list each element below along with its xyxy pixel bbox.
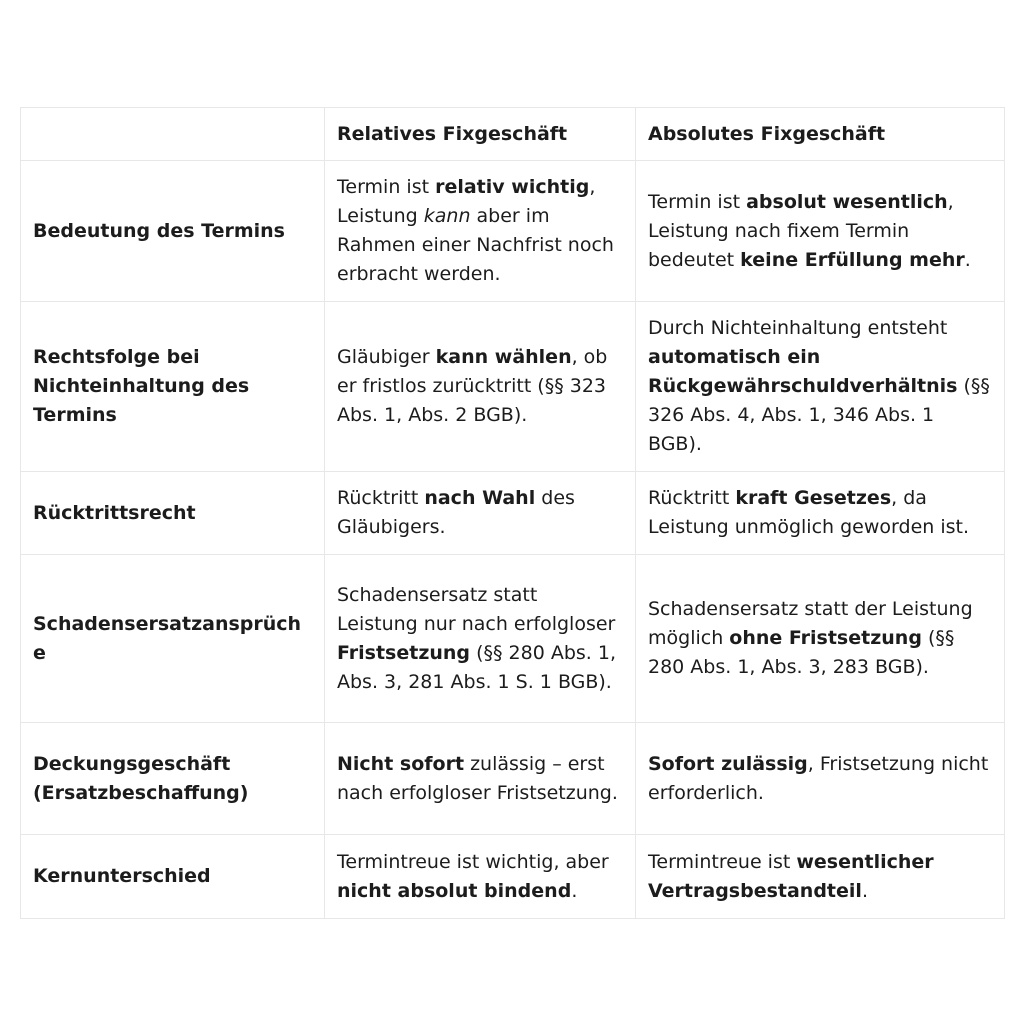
text-segment: zulässig – erst nach erfolgloser Fristsetzung.	[337, 752, 618, 804]
table-row	[21, 723, 1005, 835]
comparison-table	[20, 107, 1005, 919]
row-label: Deckungsgeschäft (Ersatzbeschaffung)	[21, 723, 325, 835]
absolutes-cell	[636, 835, 1005, 919]
text-segment: , Leistung nach fixem Termin bedeutet	[648, 190, 954, 271]
row-label: Bedeutung des Termins	[21, 161, 325, 302]
text-segment: kraft Gesetzes	[735, 487, 892, 509]
text-segment: , da Leistung unmöglich geworden ist.	[648, 487, 970, 538]
text-segment: (§§ 280 Abs. 1, Abs. 3, 281 Abs. 1 S. 1 BGB).	[337, 641, 616, 693]
row-label: Rechtsfolge bei Nichteinhaltung des Termins	[21, 302, 325, 472]
relatives-cell	[325, 302, 636, 472]
text-segment: , Fristsetzung nicht erforderlich.	[648, 752, 989, 804]
comparison-table-container	[20, 107, 1004, 919]
text-segment: (§§ 280 Abs. 1, Abs. 3, 283 BGB).	[648, 627, 955, 678]
text-segment: Gläubiger	[337, 346, 436, 368]
text-segment: keine Erfüllung mehr	[740, 248, 965, 271]
row-label: Kernunterschied	[21, 835, 325, 919]
header-row	[21, 108, 1005, 161]
header-relatives-fixgeschaeft: Relatives Fixgeschäft	[325, 108, 636, 161]
text-segment: , Leistung	[337, 176, 596, 227]
relatives-cell	[325, 161, 636, 302]
relatives-cell	[325, 723, 636, 835]
text-segment: Rücktritt	[337, 487, 425, 509]
text-segment: automatisch ein Rückgewährschuldverhältnis	[648, 346, 958, 397]
text-segment: (§§ 326 Abs. 4, Abs. 1, 346 Abs. 1 BGB).	[648, 375, 990, 455]
text-segment: Fristsetzung	[337, 641, 471, 664]
absolutes-cell	[636, 472, 1005, 555]
absolutes-cell	[636, 723, 1005, 835]
text-segment: , ob er fristlos zurücktritt (§§ 323 Abs. 1, Abs. 2 BGB).	[337, 346, 608, 426]
text-segment: wesentlicher Vertragsbestandteil	[648, 850, 934, 902]
comparison-table-body	[21, 161, 1005, 919]
text-segment: Termin ist	[337, 176, 436, 198]
text-segment: aber im Rahmen einer Nachfrist noch erbracht werden.	[337, 205, 614, 285]
header-empty-cell	[21, 108, 325, 161]
text-segment: relativ wichtig	[435, 176, 590, 198]
text-segment: Termintreue ist wichtig, aber	[337, 850, 609, 873]
text-segment: nicht absolut bindend	[337, 879, 572, 902]
relatives-cell	[325, 472, 636, 555]
row-label: Rücktrittsrecht	[21, 472, 325, 555]
text-segment: ohne Fristsetzung	[729, 627, 922, 649]
text-segment: des Gläubigers.	[337, 487, 575, 538]
text-segment: Termin ist	[648, 190, 747, 213]
table-row	[21, 472, 1005, 555]
text-segment: Sofort zulässig	[648, 752, 808, 775]
text-segment: Termintreue ist	[648, 850, 797, 873]
header-absolutes-fixgeschaeft: Absolutes Fixgeschäft	[636, 108, 1005, 161]
absolutes-cell	[636, 161, 1005, 302]
table-row	[21, 835, 1005, 919]
absolutes-cell	[636, 302, 1005, 472]
text-segment: .	[964, 248, 971, 271]
text-segment: .	[861, 879, 868, 902]
text-segment: .	[571, 879, 578, 902]
table-row	[21, 555, 1005, 723]
text-segment: absolut wesentlich	[746, 190, 948, 213]
text-segment: Schadensersatz statt Leistung nur nach erfolgloser	[337, 583, 616, 635]
text-segment: Durch Nichteinhaltung entsteht	[648, 317, 948, 339]
text-segment: kann wählen	[435, 346, 572, 368]
text-segment: kann	[423, 205, 471, 227]
table-header	[21, 108, 1005, 161]
relatives-cell	[325, 555, 636, 723]
text-segment: nach Wahl	[424, 487, 536, 509]
table-row	[21, 161, 1005, 302]
row-label: Schadensersatzansprüche	[21, 555, 325, 723]
text-segment: Nicht sofort	[337, 752, 465, 775]
absolutes-cell	[636, 555, 1005, 723]
table-row	[21, 302, 1005, 472]
text-segment: Schadensersatz statt der Leistung möglich	[648, 598, 973, 649]
text-segment: Rücktritt	[648, 487, 736, 509]
relatives-cell	[325, 835, 636, 919]
